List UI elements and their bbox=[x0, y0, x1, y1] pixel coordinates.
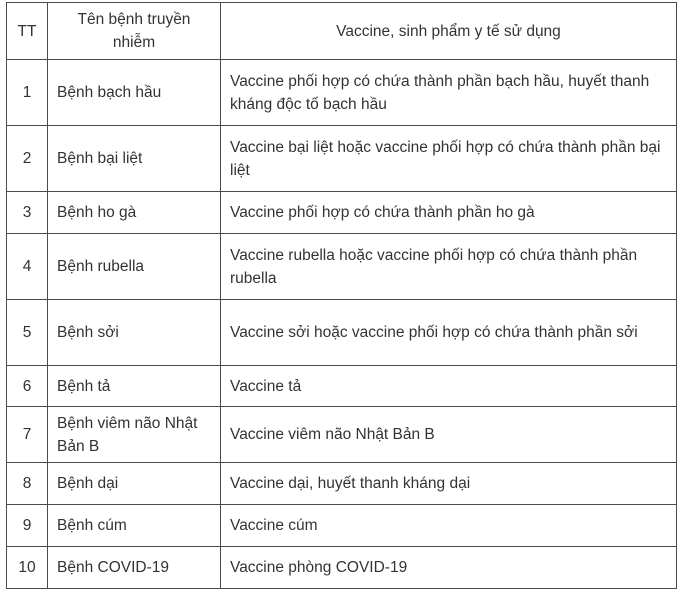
table-row bbox=[7, 407, 677, 463]
row-number: 4 bbox=[7, 234, 48, 300]
row-number: 1 bbox=[7, 60, 48, 126]
row-number: 10 bbox=[7, 547, 48, 589]
vaccine-description: Vaccine tả bbox=[221, 366, 677, 407]
disease-name: Bệnh tả bbox=[48, 366, 221, 407]
disease-name: Bệnh cúm bbox=[48, 505, 221, 547]
vaccine-description: Vaccine phối hợp có chứa thành phần bạch hầu, huyết thanh kháng độc tố bạch hầu bbox=[221, 60, 677, 126]
disease-name: Bệnh sởi bbox=[48, 300, 221, 366]
vaccine-description: Vaccine dại, huyết thanh kháng dại bbox=[221, 463, 677, 505]
row-number: 9 bbox=[7, 505, 48, 547]
vaccine-table bbox=[6, 2, 677, 589]
table-row bbox=[7, 192, 677, 234]
header-vaccine: Vaccine, sinh phẩm y tế sử dụng bbox=[221, 3, 677, 60]
disease-name: Bệnh rubella bbox=[48, 234, 221, 300]
vaccine-description: Vaccine phối hợp có chứa thành phần ho gà bbox=[221, 192, 677, 234]
row-number: 7 bbox=[7, 407, 48, 463]
row-number: 5 bbox=[7, 300, 48, 366]
vaccine-description: Vaccine bại liệt hoặc vaccine phối hợp có chứa thành phần bại liệt bbox=[221, 126, 677, 192]
table-row bbox=[7, 547, 677, 589]
table-row bbox=[7, 234, 677, 300]
header-tt: TT bbox=[7, 3, 48, 60]
table-row bbox=[7, 126, 677, 192]
disease-name: Bệnh bạch hầu bbox=[48, 60, 221, 126]
disease-name: Bệnh bại liệt bbox=[48, 126, 221, 192]
disease-name: Bệnh ho gà bbox=[48, 192, 221, 234]
vaccine-description: Vaccine viêm não Nhật Bản B bbox=[221, 407, 677, 463]
table-row bbox=[7, 366, 677, 407]
vaccine-description: Vaccine rubella hoặc vaccine phối hợp có chứa thành phần rubella bbox=[221, 234, 677, 300]
table-row bbox=[7, 60, 677, 126]
vaccine-description: Vaccine phòng COVID-19 bbox=[221, 547, 677, 589]
disease-name: Bệnh dại bbox=[48, 463, 221, 505]
table-header-row bbox=[7, 3, 677, 60]
table-row bbox=[7, 300, 677, 366]
header-disease: Tên bệnh truyền nhiễm bbox=[48, 3, 221, 60]
row-number: 3 bbox=[7, 192, 48, 234]
row-number: 8 bbox=[7, 463, 48, 505]
disease-name: Bệnh viêm não Nhật Bản B bbox=[48, 407, 221, 463]
row-number: 6 bbox=[7, 366, 48, 407]
table-row bbox=[7, 463, 677, 505]
row-number: 2 bbox=[7, 126, 48, 192]
vaccine-description: Vaccine cúm bbox=[221, 505, 677, 547]
disease-name: Bệnh COVID-19 bbox=[48, 547, 221, 589]
vaccine-description: Vaccine sởi hoặc vaccine phối hợp có chứa thành phần sởi bbox=[221, 300, 677, 366]
table-row bbox=[7, 505, 677, 547]
